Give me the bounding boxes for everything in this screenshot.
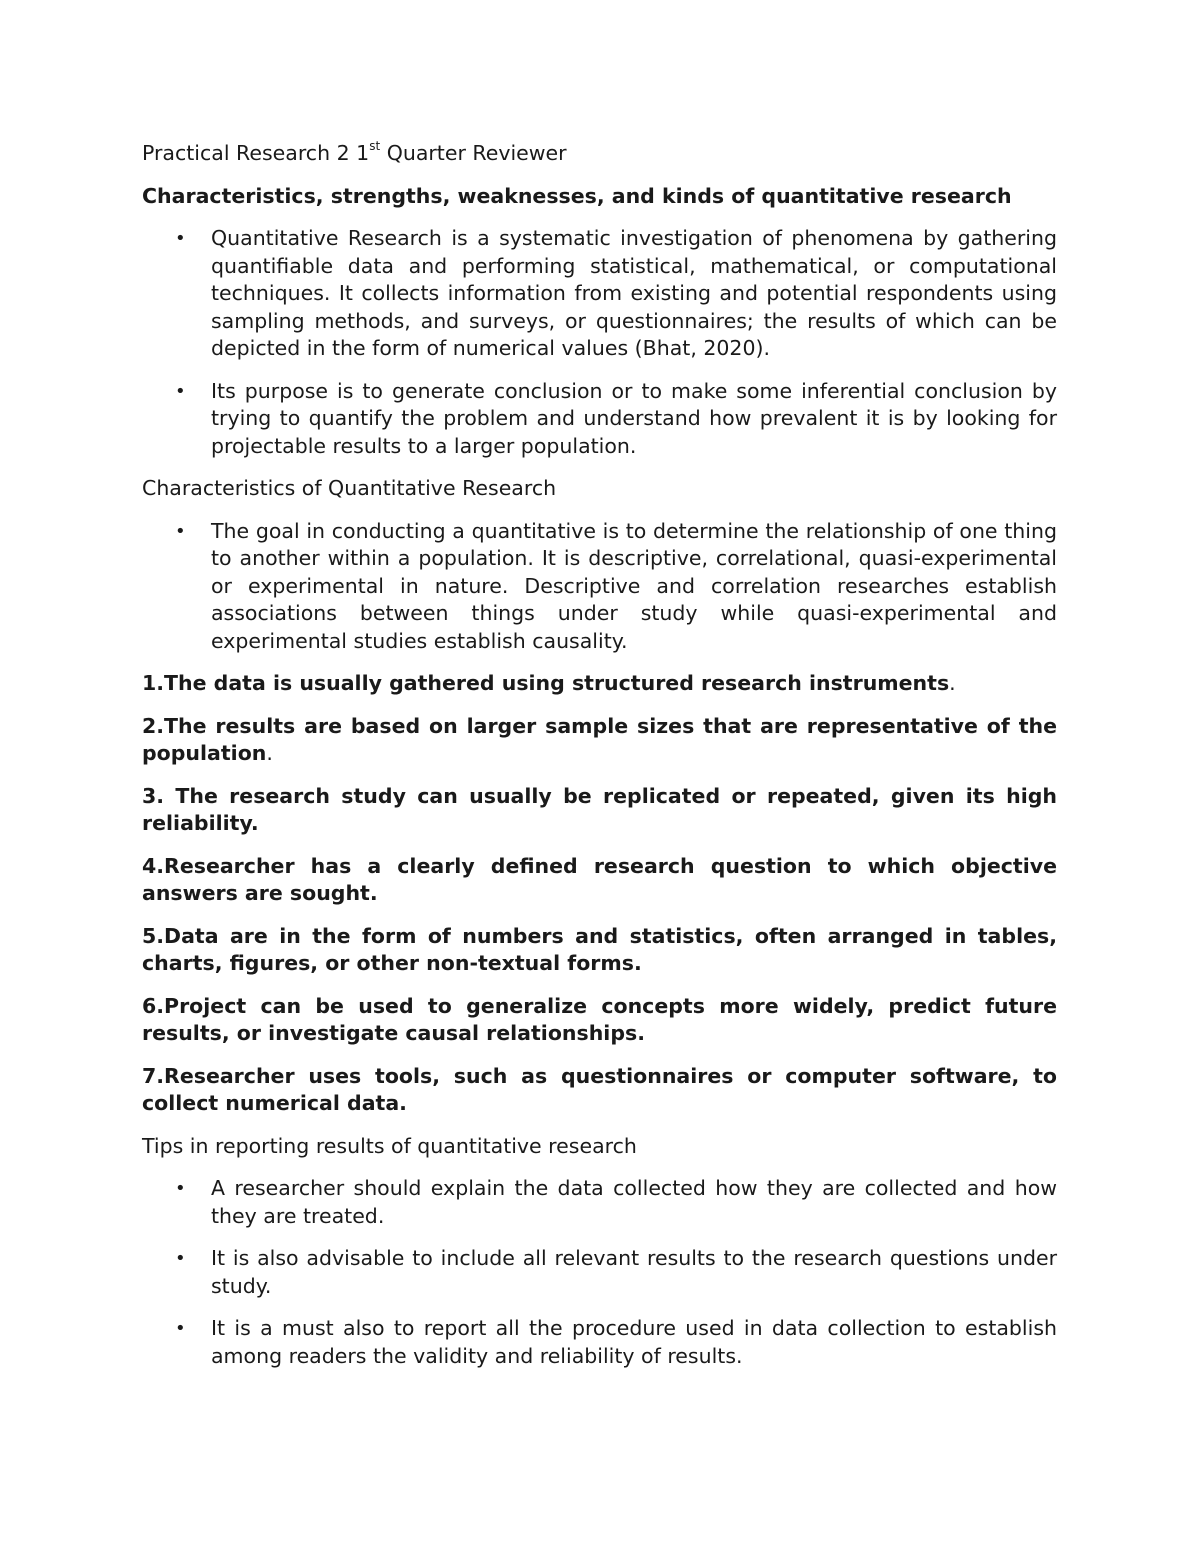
numbered-item [142,853,1057,908]
characteristics-numbered-list [142,670,1057,1118]
intro-bullet-list [142,225,1057,460]
main-heading: Characteristics, strengths, weaknesses, and kinds of quantitative research [142,183,1012,208]
intro-bullet-item [142,378,1057,461]
numbered-item [142,993,1057,1048]
tips-heading: Tips in reporting results of quantitative research [142,1133,637,1158]
numbered-item [142,670,1057,698]
numbered-item [142,713,1057,768]
numbered-item-text: 5.Data are in the form of numbers and statistics, often arranged in tables, charts, figures, or other non-textual forms. [142,923,1057,975]
intro-bullet-text: Quantitative Research is a systematic investigation of phenomena by gathering quantifiable data and performing statistical, mathematical, or computational techniques. It collects information from existing and potential respondents using sampling methods, and surveys, or questionnaires; the results of which can be depicted in the form of numerical values (Bhat, 2020). [211,226,1057,360]
tips-bullet-text: It is also advisable to include all relevant results to the research questions under study. [211,1246,1057,1298]
title-suffix: Quarter Reviewer [380,141,567,165]
tips-bullet-item [142,1245,1057,1300]
bullet-icon: • [175,520,186,542]
tips-bullet-text: It is a must also to report all the procedure used in data collection to establish among readers the validity and reliability of results. [211,1316,1057,1368]
numbered-item [142,1063,1057,1118]
intro-bullet-text: Its purpose is to generate conclusion or to make some inferential conclusion by trying to quantify the problem and understand how prevalent it is by looking for projectable results to a larger population. [211,378,1057,458]
document-title [142,140,1057,168]
numbered-item-text: 3. The research study can usually be replicated or repeated, given its high reliability. [142,783,1057,835]
title-superscript: st [369,139,381,154]
bullet-icon: • [175,1178,186,1199]
numbered-item-text: 6.Project can be used to generalize concepts more widely, predict future results, or investigate causal relationships. [142,993,1057,1045]
document-page [142,140,1057,1385]
numbered-item [142,923,1057,978]
bullet-icon: • [175,1248,186,1269]
title-prefix: Practical Research 2 1 [142,141,370,165]
bullet-icon: • [175,228,186,249]
numbered-item-text: 4.Researcher has a clearly defined research question to which objective answers are sought. [142,853,1057,905]
characteristics-bullet-item [142,518,1057,656]
tips-bullet-item [142,1315,1057,1370]
characteristics-heading: Characteristics of Quantitative Research [142,476,557,500]
numbered-item-trail: . [266,741,273,765]
numbered-item-text: 7.Researcher uses tools, such as questionnaires or computer software, to collect numerical data. [142,1063,1057,1115]
tips-bullet-item [142,1175,1057,1230]
bullet-icon: • [175,1318,186,1339]
numbered-item-text: 1.The data is usually gathered using structured research instruments [142,671,950,695]
intro-bullet-item [142,225,1057,363]
bullet-icon: • [175,380,186,402]
numbered-item-text: 2.The results are based on larger sample sizes that are representative of the population [142,713,1057,765]
tips-bullet-list [142,1175,1057,1370]
characteristics-bullet-text: The goal in conducting a quantitative is to determine the relationship of one thing to another within a population. It is descriptive, correlational, quasi-experimental or experimental in nature. Descriptive and correlation researches establish associations between things under study while quasi-experimental and experimental studies establish causality. [211,518,1057,653]
numbered-item-trail: . [949,671,956,695]
tips-bullet-text: A researcher should explain the data collected how they are collected and how they are treated. [211,1176,1057,1228]
characteristics-bullet-list [142,518,1057,656]
numbered-item [142,783,1057,838]
